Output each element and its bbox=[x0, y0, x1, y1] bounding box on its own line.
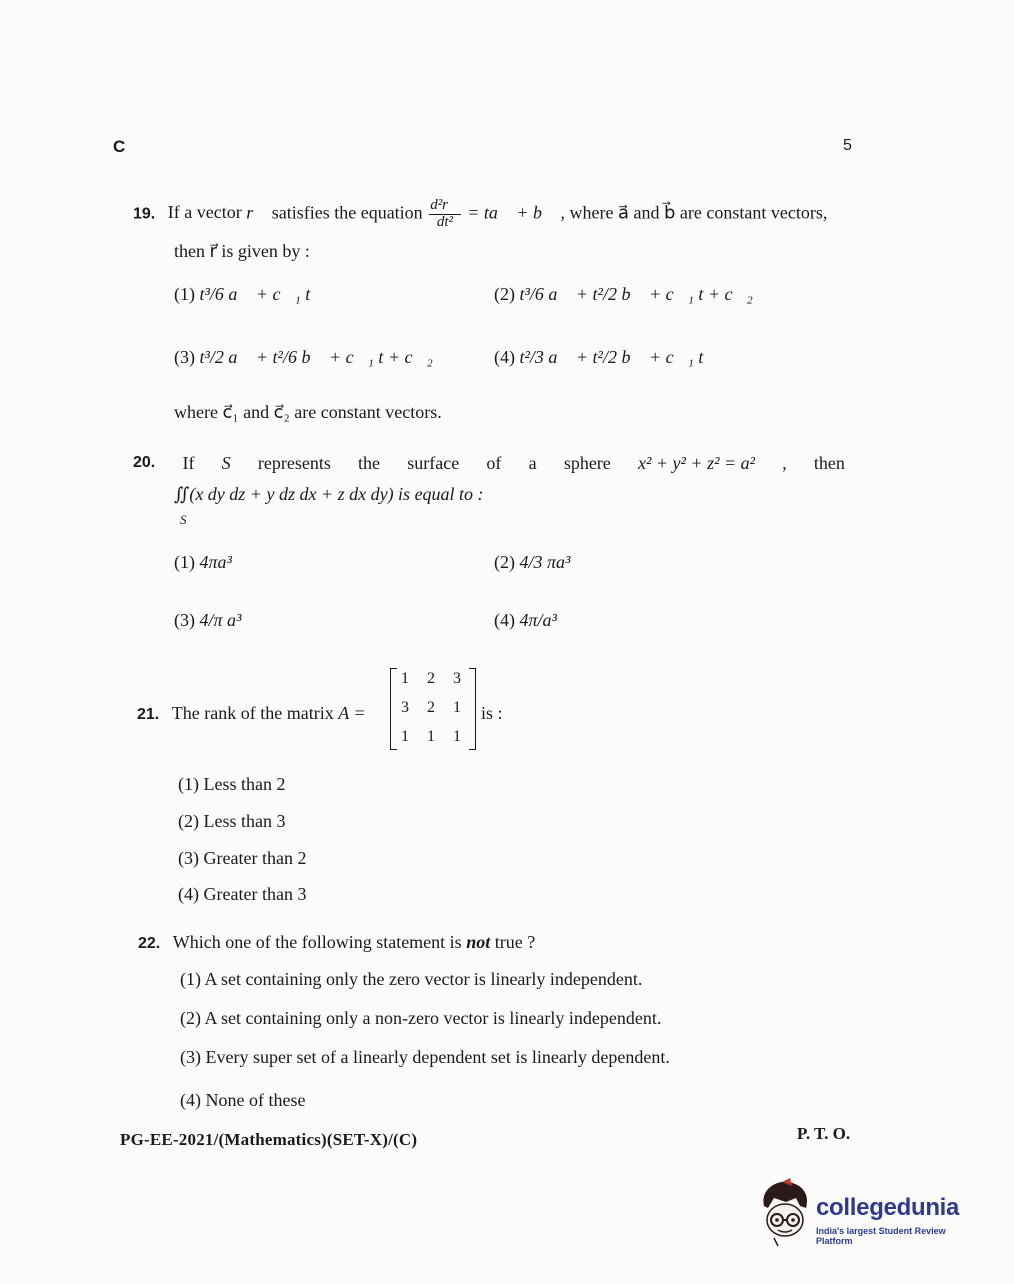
question-number: 20. bbox=[133, 454, 156, 471]
q20-option-4[interactable]: (4) 4π/a³ bbox=[494, 610, 557, 630]
question-22-stem: 22. Which one of the following statement is not true ? bbox=[138, 932, 536, 952]
q19-note: where c⃗₁ and c⃗₂ are constant vectors. bbox=[174, 402, 442, 422]
q20-option-3[interactable]: (3) 4/π a³ bbox=[174, 610, 242, 630]
paper-code: PG-EE-2021/(Mathematics)(SET-X)/(C) bbox=[120, 1130, 418, 1149]
q22-option-3[interactable]: (3) Every super set of a linearly dependent set is linearly dependent. bbox=[180, 1047, 670, 1067]
collegedunia-watermark bbox=[756, 1176, 984, 1248]
question-19-stem-cont: then r⃗ is given by : bbox=[174, 241, 310, 261]
question-number: 22. bbox=[138, 935, 161, 952]
brand-name: collegedunia bbox=[816, 1194, 960, 1221]
question-number: 19. bbox=[133, 205, 156, 223]
q21-option-4[interactable]: (4) Greater than 3 bbox=[178, 884, 307, 904]
mascot-icon bbox=[756, 1176, 814, 1248]
q21-option-2[interactable]: (2) Less than 3 bbox=[178, 811, 286, 831]
question-21-tail: is : bbox=[481, 703, 503, 723]
q19-option-3[interactable]: (3) t³/2 a⃗ + t²/6 b⃗ + c⃗₁ t + c⃗₂ bbox=[174, 347, 433, 367]
matrix-A: 1 2 3 3 2 1 1 1 1 bbox=[390, 668, 476, 750]
q22-option-2[interactable]: (2) A set containing only a non-zero vector is linearly independent. bbox=[180, 1008, 662, 1028]
page-number: 5 bbox=[843, 137, 852, 154]
question-20-stem: 20. If S represents the surface of a sphere x² + y² + z² = a² , then bbox=[133, 453, 845, 473]
pto-label: P. T. O. bbox=[797, 1124, 851, 1143]
q21-option-1[interactable]: (1) Less than 2 bbox=[178, 774, 286, 794]
brand-tagline: India's largest Student Review Platform bbox=[816, 1226, 946, 1246]
integral-subscript: S bbox=[180, 512, 187, 527]
question-number: 21. bbox=[137, 706, 160, 723]
q22-option-1[interactable]: (1) A set containing only the zero vector is linearly independent. bbox=[180, 969, 643, 989]
derivative-fraction: $\frac{\text{d²r⃗}}{\text{dt²}}$ bbox=[430, 197, 460, 230]
question-19-stem: 19. If a vector r⃗ satisfies the equation $\frac{\text{d²r⃗}}{\text{dt²}}$ = ta⃗ + b⃗ , where a⃗ and b⃗ are constant vectors, bbox=[133, 197, 828, 230]
q19-option-1[interactable]: (1) t³/6 a⃗ + c⃗₁ t bbox=[174, 284, 311, 304]
question-21-stem: 21. The rank of the matrix A = bbox=[137, 703, 366, 723]
q21-option-3[interactable]: (3) Greater than 2 bbox=[178, 848, 307, 868]
surface-integral: ∬(x dy dz + y dz dx + z dx dy) is equal to : bbox=[174, 484, 484, 504]
q22-option-4[interactable]: (4) None of these bbox=[180, 1090, 306, 1110]
q19-option-4[interactable]: (4) t²/3 a⃗ + t²/2 b⃗ + c⃗₁ t bbox=[494, 347, 704, 367]
set-letter: C bbox=[113, 137, 126, 156]
q20-option-1[interactable]: (1) 4πa³ bbox=[174, 552, 232, 572]
q19-option-2[interactable]: (2) t³/6 a⃗ + t²/2 b⃗ + c⃗₁ t + c⃗₂ bbox=[494, 284, 753, 304]
q20-option-2[interactable]: (2) 4/3 πa³ bbox=[494, 552, 571, 572]
